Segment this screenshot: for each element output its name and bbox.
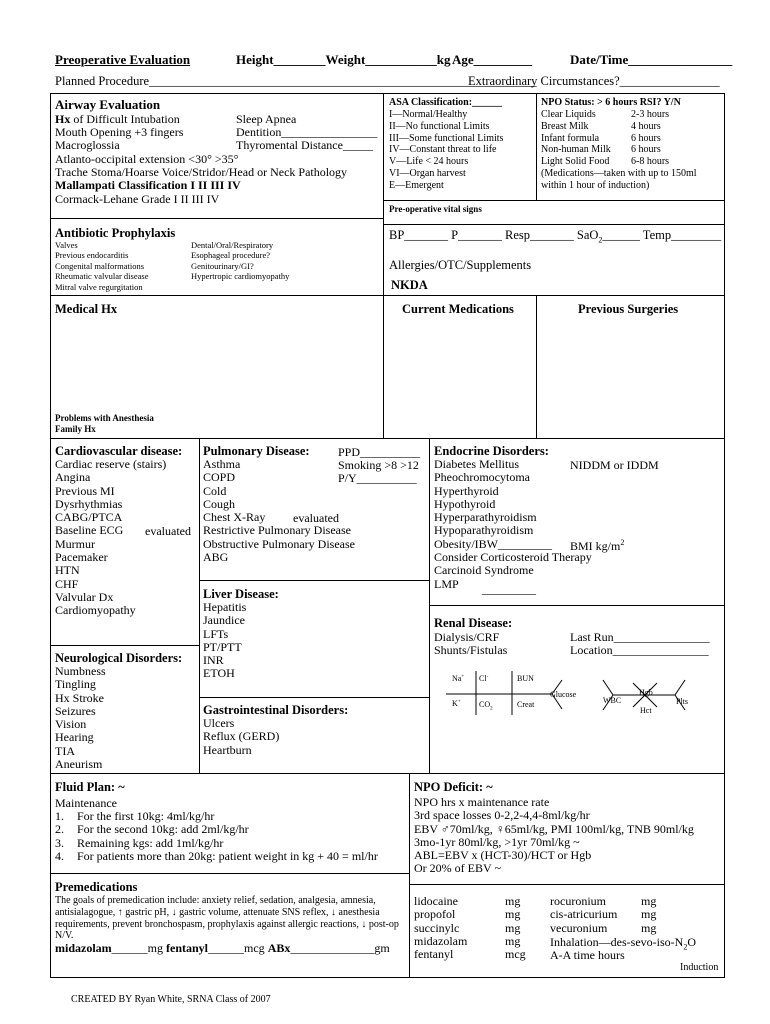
cardio-item: Valvular Dx bbox=[55, 589, 114, 604]
npo-deficit-list: NPO hrs x maintenance rate 3rd space losses 0-2,2-4,4-8ml/kg/hr EBV ♂70ml/kg, ♀65ml/kg, PMI 100ml/kg, TNB 90ml/kg 3mo-1yr 80ml/kg, >1yr 70ml/kg ~ ABL=EBV x (HCT-30)/HCT or Hgb Or 20% of EBV ~ bbox=[414, 795, 694, 876]
gi-list bbox=[203, 717, 279, 757]
antibiotic-right-list: Dental/Oral/Respiratory Esophageal procedure? Genitourinary/GI? Hypertropic cardiomyopathy bbox=[191, 240, 290, 282]
lab-wbc: WBC bbox=[603, 696, 622, 705]
family-hx: Family Hx bbox=[55, 424, 96, 434]
neuro-list bbox=[55, 665, 106, 771]
neuro-item: Seizures bbox=[55, 703, 96, 718]
atlanto-occipital[interactable]: Atlanto-occipital extension <30° >35° bbox=[55, 152, 239, 166]
airway-title: Airway Evaluation bbox=[55, 97, 161, 112]
gi-item: Reflux (GERD) bbox=[203, 729, 280, 744]
cardio-item: Cardiomyopathy bbox=[55, 603, 136, 618]
lab-cl: Cl- bbox=[479, 674, 489, 683]
datetime-field[interactable]: Date/Time________________ bbox=[570, 52, 733, 67]
cardio-item: Angina bbox=[55, 470, 91, 485]
fluid-rule: Remaining kgs: add 1ml/kg/hr bbox=[77, 835, 224, 850]
cardio-item: HTN bbox=[55, 563, 80, 578]
fluid-rule: For the second 10kg: add 2ml/kg/hr bbox=[77, 822, 249, 837]
ecg-evaluated[interactable]: evaluated bbox=[145, 524, 191, 538]
lab-fishbone-diagram bbox=[430, 665, 725, 725]
fluid-rule: For patients more than 20kg: patient weight in kg + 40 = ml/hr bbox=[77, 848, 378, 863]
asa-item: VI—Organ harvest bbox=[389, 167, 466, 179]
pulmonary-item: ABG bbox=[203, 550, 229, 565]
lab-co2: $CO_2$ bbox=[479, 700, 493, 712]
neuro-item: Hx Stroke bbox=[55, 690, 104, 705]
neuro-item: Tingling bbox=[55, 677, 96, 692]
pulmonary-title: Pulmonary Disease: bbox=[203, 444, 310, 458]
pulmonary-item: Chest X-Ray bbox=[203, 510, 266, 525]
mouth-opening[interactable]: Mouth Opening +3 fingers bbox=[55, 125, 184, 139]
problems-anesthesia: Problems with Anesthesia bbox=[55, 413, 154, 423]
endocrine-item: Hyperparathyroidism bbox=[434, 510, 537, 525]
current-medications-title: Current Medications bbox=[402, 302, 514, 316]
liver-item: LFTs bbox=[203, 626, 229, 641]
induction-right-drugs: rocuronium cis-atricurium vecuronium bbox=[550, 894, 618, 935]
niddm-iddm[interactable]: NIDDM or IDDM bbox=[570, 458, 659, 472]
npo-status-title[interactable]: NPO Status: > 6 hours RSI? Y/N bbox=[541, 97, 681, 108]
neuro-item: Vision bbox=[55, 717, 87, 732]
trache-stoma[interactable]: Trache Stoma/Hoarse Voice/Stridor/Head or Neck Pathology bbox=[55, 165, 348, 179]
cardio-item: Dysrhythmias bbox=[55, 496, 123, 511]
asa-list bbox=[389, 109, 503, 192]
endocrine-item: LMP bbox=[434, 576, 459, 591]
endocrine-item: Obesity/IBW_________ bbox=[434, 536, 552, 551]
cardio-item: Previous MI bbox=[55, 483, 115, 498]
bmi-field[interactable]: BMI $kg/m^2$ bbox=[570, 538, 625, 553]
footer-credit: CREATED BY Ryan White, SRNA Class of 2007 bbox=[71, 994, 271, 1005]
liver-title: Liver Disease: bbox=[203, 587, 279, 601]
liver-item: Jaundice bbox=[203, 613, 245, 628]
extraordinary-field[interactable]: Extraordinary Circumstances?________________ bbox=[468, 74, 720, 88]
neuro-item: Numbness bbox=[55, 664, 106, 678]
cardio-title: Cardiovascular disease: bbox=[55, 444, 183, 458]
age-field[interactable]: Age_________ bbox=[452, 52, 533, 67]
aa-time[interactable]: A-A time hours bbox=[550, 948, 625, 962]
lab-na: Na+ bbox=[452, 674, 465, 683]
premed-dose-line[interactable]: midazolam______mg fentanyl______mcg ABx______________gm bbox=[55, 941, 390, 955]
induction-right-units[interactable]: mg mg mg bbox=[641, 894, 657, 935]
cardio-item: Cardiac reserve (stairs) bbox=[55, 457, 167, 471]
asa-title[interactable]: ASA Classification:______ bbox=[389, 97, 503, 108]
induction-label: Induction bbox=[680, 962, 719, 973]
height-weight-field[interactable]: Height________Weight___________kg bbox=[236, 52, 451, 67]
npo-status-items: Clear Liquids Breast Milk Infant formula Non-human Milk Light Solid Food bbox=[541, 109, 611, 168]
macroglossia[interactable]: Macroglossia bbox=[55, 138, 120, 152]
pulmonary-item: Cold bbox=[203, 483, 227, 498]
pulmonary-item: Obstructive Pulmonary Disease bbox=[203, 536, 355, 551]
endocrine-title: Endocrine Disorders: bbox=[434, 444, 549, 458]
asa-item: IV—Constant threat to life bbox=[389, 144, 497, 156]
endocrine-item: Carcinoid Syndrome bbox=[434, 563, 534, 578]
fluid-rule: For the first 10kg: 4ml/kg/hr bbox=[77, 809, 215, 823]
cardio-item: CHF bbox=[55, 576, 79, 591]
liver-item: INR bbox=[203, 653, 224, 668]
lab-creat: Creat bbox=[517, 700, 535, 709]
nkda-label: NKDA bbox=[391, 278, 428, 292]
dialysis-crf[interactable]: Dialysis/CRF bbox=[434, 630, 500, 644]
gi-item: Heartburn bbox=[203, 742, 252, 757]
medical-hx-title: Medical Hx bbox=[55, 302, 118, 316]
npo-deficit-title: NPO Deficit: ~ bbox=[414, 780, 493, 794]
liver-item: ETOH bbox=[203, 666, 235, 681]
thyromental-field[interactable]: Thyromental Distance_____ bbox=[236, 138, 373, 152]
lab-plts: Plts bbox=[676, 697, 689, 706]
asa-item: I—Normal/Healthy bbox=[389, 109, 468, 120]
neuro-item: TIA bbox=[55, 743, 75, 758]
induction-left-units[interactable]: mg mg mg mg mcg bbox=[505, 894, 526, 962]
cardio-item: Murmur bbox=[55, 536, 95, 551]
hx-difficult-intubation[interactable]: Hx of Difficult Intubation bbox=[55, 112, 180, 126]
antibiotic-left-list: Valves Previous endocarditis Congenital malformations Rheumatic valvular disease Mitral valve regurgitation bbox=[55, 240, 149, 292]
form-title: Preoperative Evaluation bbox=[55, 52, 191, 67]
shunts-fistulas[interactable]: Shunts/Fistulas bbox=[434, 643, 508, 657]
pulmonary-item: Asthma bbox=[203, 457, 241, 471]
neuro-item: Aneurism bbox=[55, 757, 103, 772]
lab-bun: BUN bbox=[517, 674, 534, 683]
inhalation-agents[interactable]: $Inhalation—des-sevo-iso-N_2O$ bbox=[550, 935, 696, 952]
endocrine-item: Consider Corticosteroid Therapy bbox=[434, 550, 592, 565]
premeds-description: The goals of premedication include: anxiety relief, sedation, analgesia, amnesia, antisialagogue, ↑ gastric pH, ↓ gastric volume, attenuate SNS reflex, ↓ anesthesia requirements, prevent bronchospasm, prophylaxis against allergic reactions, ↓ post-op N/V. bbox=[55, 895, 399, 942]
cardio-item: Baseline ECG bbox=[55, 523, 124, 538]
cxr-evaluated[interactable]: evaluated bbox=[293, 511, 339, 525]
npo-note-2: within 1 hour of induction) bbox=[541, 180, 650, 191]
asa-item: V—Life < 24 hours bbox=[389, 156, 469, 168]
endocrine-item: Hypoparathyroidism bbox=[434, 523, 534, 538]
endocrine-item: Pheochromocytoma bbox=[434, 470, 530, 485]
liver-item: Hepatitis bbox=[203, 600, 247, 614]
sleep-apnea[interactable]: Sleep Apnea bbox=[236, 112, 297, 126]
neuro-item: Hearing bbox=[55, 730, 94, 745]
mallampati[interactable]: Mallampati Classification I II III IV bbox=[55, 178, 241, 192]
last-run-field[interactable]: Last Run________________ bbox=[570, 630, 710, 644]
asa-item: III—Some functional Limits bbox=[389, 132, 504, 144]
endocrine-list bbox=[434, 458, 592, 591]
lab-hct: Hct bbox=[640, 706, 652, 715]
npo-status-times: 2-3 hours 4 hours 6 hours 6 hours 6-8 hours bbox=[631, 109, 670, 168]
fluid-plan-title: Fluid Plan: ~ bbox=[55, 780, 125, 794]
lab-k: K+ bbox=[452, 699, 461, 708]
pulmonary-item: COPD bbox=[203, 470, 236, 485]
endocrine-item: Hyperthyroid bbox=[434, 483, 499, 498]
lab-glucose: Glucose bbox=[550, 690, 577, 699]
asa-item: E—Emergent bbox=[389, 179, 444, 191]
fluid-maintenance: Maintenance bbox=[55, 796, 117, 810]
location-field[interactable]: Location________________ bbox=[570, 643, 709, 657]
py-field[interactable]: P/Y__________ bbox=[338, 471, 417, 485]
cardio-item: Pacemaker bbox=[55, 550, 108, 565]
pulmonary-item: Cough bbox=[203, 496, 236, 511]
cardio-item: CABG/PTCA bbox=[55, 510, 123, 525]
endocrine-item: Hypothyroid bbox=[434, 496, 496, 511]
allergies-label[interactable]: Allergies/OTC/Supplements bbox=[389, 258, 532, 272]
lab-hgb: Hgb bbox=[639, 688, 653, 697]
endocrine-item: Diabetes Mellitus bbox=[434, 457, 519, 471]
induction-left-drugs: lidocaine propofol succinylc midazolam fentanyl bbox=[414, 894, 468, 962]
lmp-field[interactable]: _________ bbox=[482, 582, 536, 596]
npo-note-1: (Medications—taken with up to 150ml bbox=[541, 168, 697, 179]
premeds-title: Premedications bbox=[55, 880, 138, 894]
pulmonary-item: Restrictive Pulmonary Disease bbox=[203, 523, 351, 538]
liver-list bbox=[203, 601, 246, 681]
fluid-rule-list bbox=[77, 810, 378, 863]
asa-item: II—No functional Limits bbox=[389, 120, 490, 132]
cormack-lehane[interactable]: Cormack-Lehane Grade I II III IV bbox=[55, 192, 220, 206]
planned-procedure-field[interactable]: Planned Procedure______________________________________________________________ bbox=[55, 74, 537, 88]
antibiotic-title: Antibiotic Prophylaxis bbox=[55, 226, 176, 240]
fluid-num-list: 1. 2. 3. 4. bbox=[55, 809, 64, 863]
liver-item: PT/PTT bbox=[203, 639, 242, 654]
previous-surgeries-title: Previous Surgeries bbox=[578, 302, 679, 316]
gi-item: Ulcers bbox=[203, 716, 235, 730]
renal-title: Renal Disease: bbox=[434, 616, 513, 630]
smoking-field[interactable]: Smoking >8 >12 bbox=[338, 458, 419, 472]
gi-title: Gastrointestinal Disorders: bbox=[203, 703, 349, 717]
ppd-field[interactable]: PPD__________ bbox=[338, 445, 421, 459]
dentition-field[interactable]: Dentition________________ bbox=[236, 125, 378, 139]
neuro-title: Neurological Disorders: bbox=[55, 651, 183, 665]
vital-signs-fields[interactable]: BP_______ P_______ Resp_______ SaO$_2$______ Temp________ bbox=[389, 228, 722, 245]
vitals-title: Pre-operative vital signs bbox=[389, 204, 482, 214]
